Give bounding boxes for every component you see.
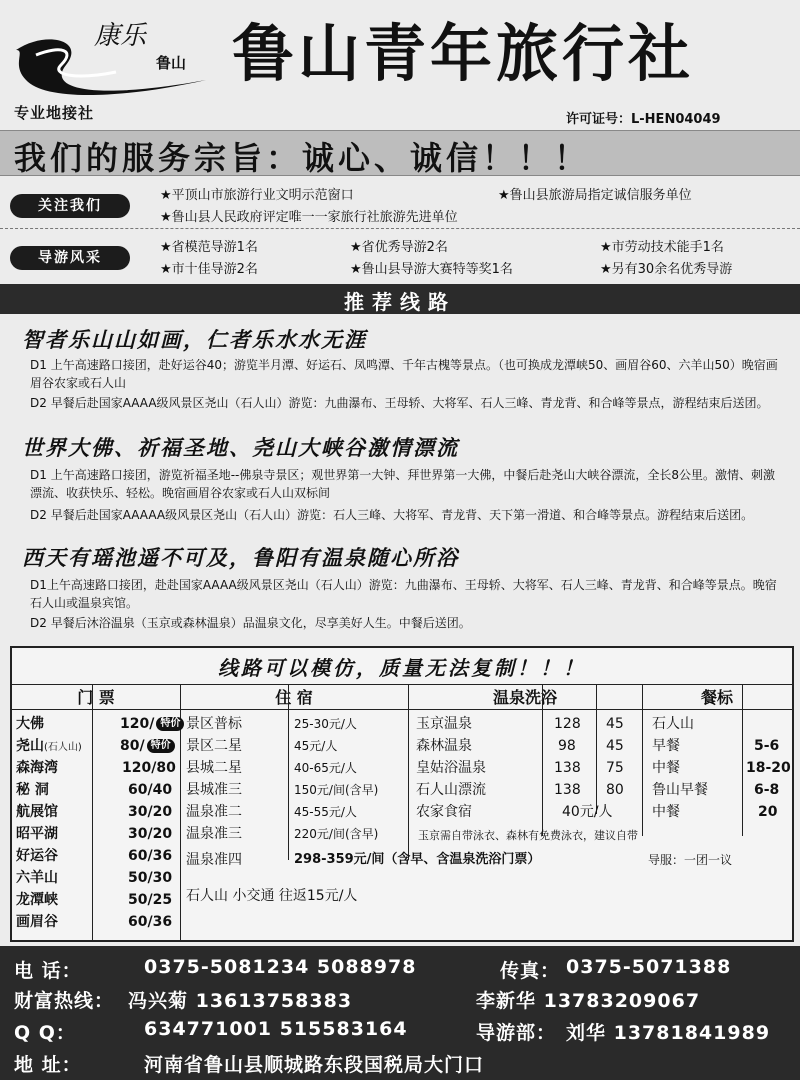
hotel-price: 298-359元/间（含早、含温泉洗浴门票） — [294, 852, 541, 867]
route-day: D1上午高速路口接团，赴赴国家AAAA级风景区尧山（石人山）游览：九曲瀑布、王母轿、大将军、石人三峰、青龙背、和合峰等景点。晚宿石人山或温泉宾馆。 — [30, 578, 777, 610]
ticket-price-value: 120/ — [120, 716, 155, 732]
header-hotel: 住 宿 — [180, 686, 408, 710]
route-day: D1 上午高速路口接团，赴好运谷40；游览半月潭、好运石、凤鸣潭、千年古槐等景点。（也可换成龙潭峡50、画眉谷60、六羊山50）晚宿画眉谷农家或石人山 — [30, 358, 778, 390]
guide-item: ★省优秀导游2名 — [350, 240, 448, 255]
routes-heading-bar — [0, 284, 800, 314]
phone-label: 电 话： — [14, 960, 82, 982]
ticket-name: 龙潭峡 — [16, 892, 58, 908]
ticket-price: 60/36 — [128, 848, 173, 864]
ticket-price — [120, 712, 184, 736]
ticket-price: 60/40 — [128, 782, 173, 798]
brand-logo — [6, 10, 216, 106]
meal-price: 18-20 — [746, 760, 791, 776]
route-day: D2 早餐后赴国家AAAA级风景区尧山（石人山）游览：九曲瀑布、王母轿、大将军、石人三峰、青龙背、和合峰等景点，游程结束后送团。 — [30, 396, 769, 410]
spa-name: 石人山漂流 — [416, 782, 486, 798]
follow-section — [0, 180, 800, 228]
ticket-name: 秘 洞 — [16, 782, 49, 798]
table-line — [92, 684, 93, 940]
hotel-name: 景区普标 — [186, 716, 242, 732]
spa-price: 40元/人 — [562, 804, 613, 820]
spa-name: 玉京温泉 — [416, 716, 472, 732]
meal-price: 6-8 — [754, 782, 780, 798]
ticket-price: 50/25 — [128, 892, 173, 908]
agency-tag: 专业地接社 — [14, 104, 95, 122]
spa-price: 45 — [606, 716, 624, 732]
table-line — [642, 684, 643, 836]
ticket-name: 大佛 — [16, 716, 44, 732]
table-line — [12, 684, 792, 685]
ticket-price: 30/20 — [128, 804, 173, 820]
routes-heading: 推荐线路 — [344, 290, 456, 314]
hotel-price: 45-55元/人 — [294, 805, 357, 819]
special-badge: 特价 — [147, 739, 175, 753]
route-title: 西天有瑶池遥不可及，鲁阳有温泉随心所浴 — [22, 546, 459, 570]
hotel-name: 温泉准三 — [186, 826, 242, 842]
ticket-name-sub: (石人山) — [44, 742, 82, 753]
ticket-name: 好运谷 — [16, 848, 58, 864]
table-banner: 线路可以模仿，质量无法复制！！！ — [218, 656, 586, 680]
fax-number: 0375-5071388 — [566, 956, 732, 978]
service-motto — [0, 130, 800, 176]
hotel-name: 县城二星 — [186, 760, 242, 776]
guide-dept-label: 导游部： — [476, 1022, 557, 1044]
phone-number: 0375-5081234 5088978 — [144, 956, 417, 978]
meal-name: 中餐 — [652, 760, 680, 776]
price-table — [10, 646, 794, 942]
ticket-name: 森海湾 — [16, 760, 58, 776]
spa-price: 45 — [606, 738, 624, 754]
meal-price: 5-6 — [754, 738, 780, 754]
route-day: D1 上午高速路口接团，游览祈福圣地--佛泉寺景区；观世界第一大钟、拜世界第一大佛，中餐后赴尧山大峡谷漂流，全长8公里。激情、刺激漂流、收获快乐、轻松。晚宿画眉谷农家或石人山双标间 — [30, 468, 775, 500]
meal-name: 石人山 — [652, 716, 694, 732]
fax-label: 传真： — [500, 960, 561, 982]
spa-price: 138 — [554, 760, 581, 776]
license-number: 许可证号：L-HEN04049 — [566, 112, 721, 127]
meal-name: 早餐 — [652, 738, 680, 754]
guide-dept-contact: 刘华 13781841989 — [566, 1022, 771, 1044]
hotel-price: 150元/间(含早) — [294, 783, 379, 797]
guides-label: 导游风采 — [10, 246, 130, 270]
hotel-price: 220元/间(含早) — [294, 827, 379, 841]
table-line — [408, 684, 409, 860]
meal-name: 鲁山早餐 — [652, 782, 708, 798]
motto-text: 我们的服务宗旨：诚心、诚信！！！ — [14, 139, 591, 177]
spa-price: 98 — [558, 738, 576, 754]
spa-name: 森林温泉 — [416, 738, 472, 754]
qq-numbers: 634771001 515583164 — [144, 1018, 408, 1040]
header-meal: 餐标 — [642, 686, 792, 710]
guide-fee: 导服：一团一议 — [648, 853, 733, 867]
meal-price: 20 — [758, 804, 778, 820]
ticket-price: 120/80 — [122, 760, 176, 776]
spa-note: 玉京需自带泳衣、森林有免费泳衣，建议自带 — [418, 829, 638, 842]
route-title: 世界大佛、祈福圣地、尧山大峡谷激情漂流 — [22, 436, 459, 460]
qq-label: Q Q： — [14, 1022, 76, 1044]
follow-item: ★鲁山县旅游局指定诚信服务单位 — [498, 188, 692, 203]
ticket-name: 昭平湖 — [16, 826, 58, 842]
shuttle-note: 石人山 小交通 往返15元/人 — [186, 888, 358, 904]
route-title: 智者乐山山如画，仁者乐水水无涯 — [22, 328, 367, 352]
special-badge: 特价 — [156, 717, 184, 731]
table-line — [542, 684, 543, 836]
route-day: D2 早餐后赴国家AAAAA级风景区尧山（石人山）游览：石人三峰、大将军、青龙背、天下第一滑道、和合峰等景点。游程结束后送团。 — [30, 508, 754, 522]
page-title: 鲁山青年旅行社 — [232, 17, 695, 90]
hotel-name: 温泉准四 — [186, 852, 242, 868]
hotel-name: 县城准三 — [186, 782, 242, 798]
follow-label: 关注我们 — [10, 194, 130, 218]
address-label: 地 址： — [14, 1054, 82, 1076]
hotel-price: 40-65元/人 — [294, 761, 357, 775]
address: 河南省鲁山县顺城路东段国税局大门口 — [144, 1054, 485, 1076]
ticket-name-text: 尧山 — [16, 738, 44, 754]
guides-section — [0, 232, 800, 280]
meal-name: 中餐 — [652, 804, 680, 820]
contact-footer — [0, 946, 800, 1080]
table-line — [596, 684, 597, 814]
header-tickets: 门 票 — [12, 686, 180, 710]
header — [0, 0, 800, 132]
ticket-price — [120, 734, 175, 758]
ticket-price: 60/36 — [128, 914, 173, 930]
ticket-name: 六羊山 — [16, 870, 58, 886]
ticket-name: 画眉谷 — [16, 914, 58, 930]
guide-item: ★市十佳导游2名 — [160, 262, 258, 277]
follow-item: ★平顶山市旅游行业文明示范窗口 — [160, 188, 354, 203]
logo-text-2: 鲁山 — [156, 54, 187, 72]
guide-item: ★省模范导游1名 — [160, 240, 258, 255]
ticket-price: 50/30 — [128, 870, 173, 886]
hotel-name: 温泉准二 — [186, 804, 242, 820]
spa-name: 农家食宿 — [416, 804, 472, 820]
route-day: D2 早餐后沐浴温泉（玉京或森林温泉）品温泉文化，尽享美好人生。中餐后送团。 — [30, 616, 471, 630]
spa-price: 80 — [606, 782, 624, 798]
hotline-contact: 李新华 13783209067 — [476, 990, 701, 1012]
spa-price: 128 — [554, 716, 581, 732]
logo-text-1: 康乐 — [94, 21, 147, 51]
spa-name: 皇姑浴温泉 — [416, 760, 486, 776]
guide-item: ★另有30余名优秀导游 — [600, 262, 733, 277]
spa-price: 138 — [554, 782, 581, 798]
ticket-name: 航展馆 — [16, 804, 58, 820]
ticket-price: 30/20 — [128, 826, 173, 842]
section-divider — [0, 228, 800, 229]
follow-item: ★鲁山县人民政府评定唯一一家旅行社旅游先进单位 — [160, 210, 458, 225]
header-spa: 温泉洗浴 — [408, 686, 642, 710]
table-line — [288, 684, 289, 860]
hotel-price: 45元/人 — [294, 739, 338, 753]
ticket-price-value: 80/ — [120, 738, 145, 754]
hotel-name: 景区二星 — [186, 738, 242, 754]
hotline-contact: 冯兴菊 13613758383 — [128, 990, 353, 1012]
hotline-label: 财富热线： — [14, 990, 115, 1012]
guide-item: ★市劳动技术能手1名 — [600, 240, 724, 255]
hotel-price: 25-30元/人 — [294, 717, 357, 731]
table-line — [742, 684, 743, 836]
ticket-name — [16, 734, 82, 758]
guide-item: ★鲁山县导游大赛特等奖1名 — [350, 262, 513, 277]
spa-price: 75 — [606, 760, 624, 776]
